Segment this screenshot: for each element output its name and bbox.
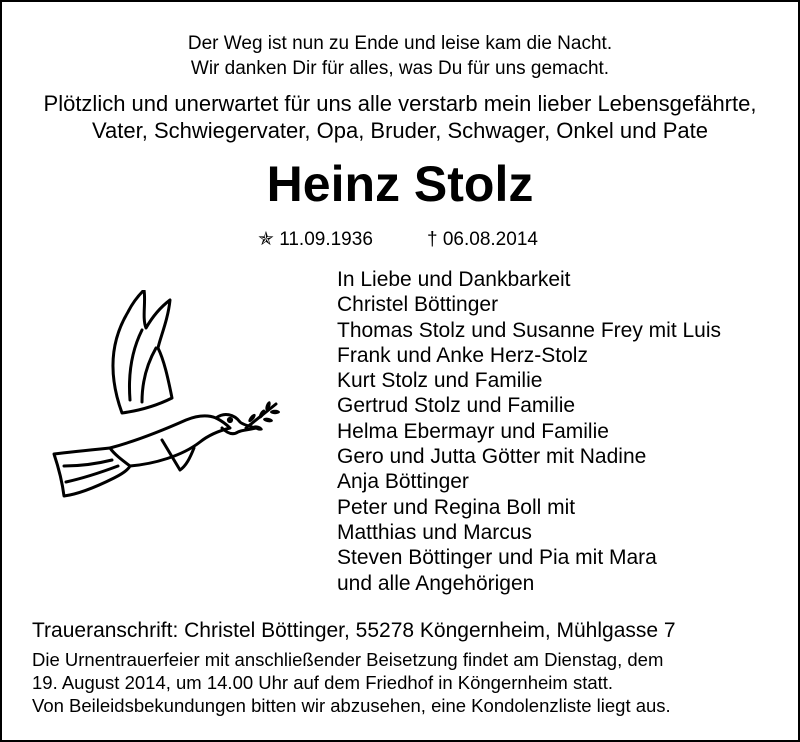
ceremony-info <box>32 648 671 717</box>
mourner-line: Thomas Stolz und Susanne Frey mit Luis <box>337 318 722 342</box>
mourner-line: Helma Ebermayr und Familie <box>337 419 609 443</box>
mourner-line: Peter und Regina Boll mit <box>337 495 576 519</box>
mourning-address: Traueranschrift: Christel Böttinger, 55278 Köngernheim, Mühlgasse 7 <box>32 619 676 642</box>
cross-icon: † <box>427 229 438 250</box>
birth-date-group <box>258 228 373 252</box>
mourner-line: Steven Böttinger und Pia mit Mara <box>337 546 657 570</box>
mourner-line: und alle Angehörigen <box>337 571 535 595</box>
poem-line-1: Der Weg ist nun zu Ende und leise kam die Nacht. <box>187 33 613 54</box>
mourners-list <box>337 267 721 596</box>
poem-line-2: Wir danken Dir für alles, was Du für uns gemacht. <box>190 58 610 79</box>
intro-text <box>0 90 800 144</box>
intro-line-2: Vater, Schwiegervater, Opa, Bruder, Schwager, Onkel und Pate <box>92 118 708 143</box>
birth-date: 11.09.1936 <box>279 229 373 250</box>
death-date: 06.08.2014 <box>442 229 538 250</box>
mourner-line: Matthias und Marcus <box>337 520 532 544</box>
mourner-line: Gertrud Stolz und Familie <box>337 394 576 418</box>
ceremony-line-1: Die Urnentrauerfeier mit anschließender Beisetzung findet am Dienstag, dem <box>32 649 664 670</box>
mourner-line: Christel Böttinger <box>337 293 499 317</box>
mourner-line: In Liebe und Dankbarkeit <box>337 268 571 291</box>
mourner-line: Gero und Jutta Götter mit Nadine <box>337 445 647 469</box>
mourner-line: Kurt Stolz und Familie <box>337 369 543 393</box>
mourner-line: Frank und Anke Herz-Stolz <box>337 343 588 367</box>
deceased-name: Heinz Stolz <box>266 156 534 212</box>
star-icon: ✯ <box>258 229 274 250</box>
poem <box>0 31 800 81</box>
ceremony-line-3: Von Beileidsbekundungen bitten wir abzusehen, eine Kondolenzliste liegt aus. <box>32 695 671 716</box>
ceremony-line-2: 19. August 2014, um 14.00 Uhr auf dem Friedhof in Köngernheim statt. <box>32 672 614 693</box>
mourner-line: Anja Böttinger <box>337 470 469 494</box>
intro-line-1: Plötzlich und unerwartet für uns alle verstarb mein lieber Lebensgefährte, <box>43 91 757 116</box>
death-date-group <box>427 228 538 252</box>
dove-with-olive-branch-icon <box>50 290 280 520</box>
